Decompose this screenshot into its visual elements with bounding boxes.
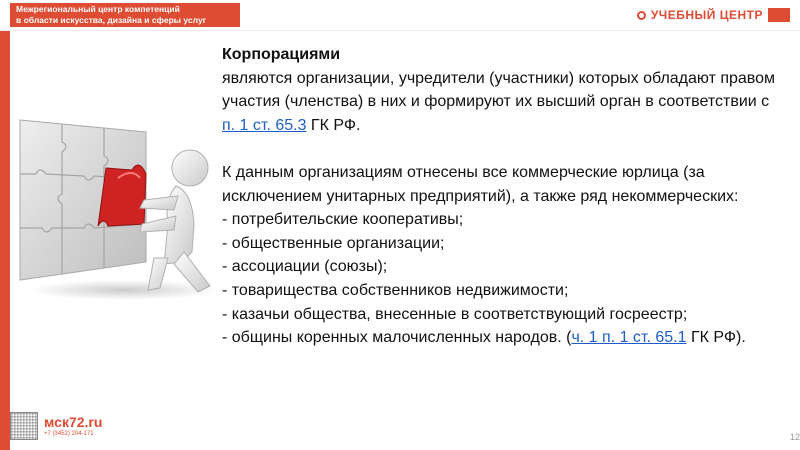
org-title-line1: Межрегиональный центр компетенций xyxy=(16,4,180,14)
phone-number: +7 (3452) 204-171 xyxy=(44,430,94,437)
main-text-block xyxy=(222,43,782,350)
header-bar xyxy=(0,0,800,31)
section-title: Корпорациями xyxy=(222,46,341,63)
org-title-line2: в области искусства, дизайна и сферы услуг xyxy=(16,15,207,25)
ring-icon xyxy=(637,11,646,20)
law-reference-link-65-1[interactable]: ч. 1 п. 1 ст. 65.1 xyxy=(571,329,687,347)
intro-text-end: ГК РФ. xyxy=(306,116,361,134)
brand-tag-icon xyxy=(768,8,790,22)
site-link[interactable]: мск72.ru xyxy=(44,413,103,430)
puzzle-figure-illustration xyxy=(14,112,220,302)
organizations-paragraph: К данным организациям отнесены все коммерческие юрлица (за исключением унитарных предприятий), а также ряд некоммерческих: xyxy=(222,163,739,205)
list-item-text: - общины коренных малочисленных народов. ( xyxy=(222,329,572,347)
list-item: - общественные организации; xyxy=(222,234,445,252)
page-number: 12 xyxy=(789,432,800,442)
brand-name: УЧЕБНЫЙ ЦЕНТР xyxy=(650,8,763,22)
contact-block xyxy=(44,415,102,438)
paragraph-gap xyxy=(222,137,782,161)
list-item: - казачьи общества, внесенные в соответствующий госреестр; xyxy=(222,305,688,323)
brand-logo xyxy=(637,6,790,24)
list-item: - потребительские кооперативы; xyxy=(222,211,464,229)
intro-text: являются организации, учредители (участники) которых обладают правом участия (членства) в них и формируют их высший орган в соответствии с xyxy=(222,69,776,111)
footer-contacts xyxy=(10,406,210,446)
left-accent-bar xyxy=(0,31,10,450)
law-reference-link-65-3[interactable]: п. 1 ст. 65.3 xyxy=(222,116,307,134)
list-item: - ассоциации (союзы); xyxy=(222,258,388,276)
org-title-badge xyxy=(10,3,240,27)
list-item: - товарищества собственников недвижимости; xyxy=(222,281,569,299)
qr-code-icon xyxy=(10,412,38,440)
list-item-last xyxy=(222,326,782,350)
list-item-text-end: ГК РФ). xyxy=(686,329,746,347)
intro-paragraph xyxy=(222,67,782,138)
